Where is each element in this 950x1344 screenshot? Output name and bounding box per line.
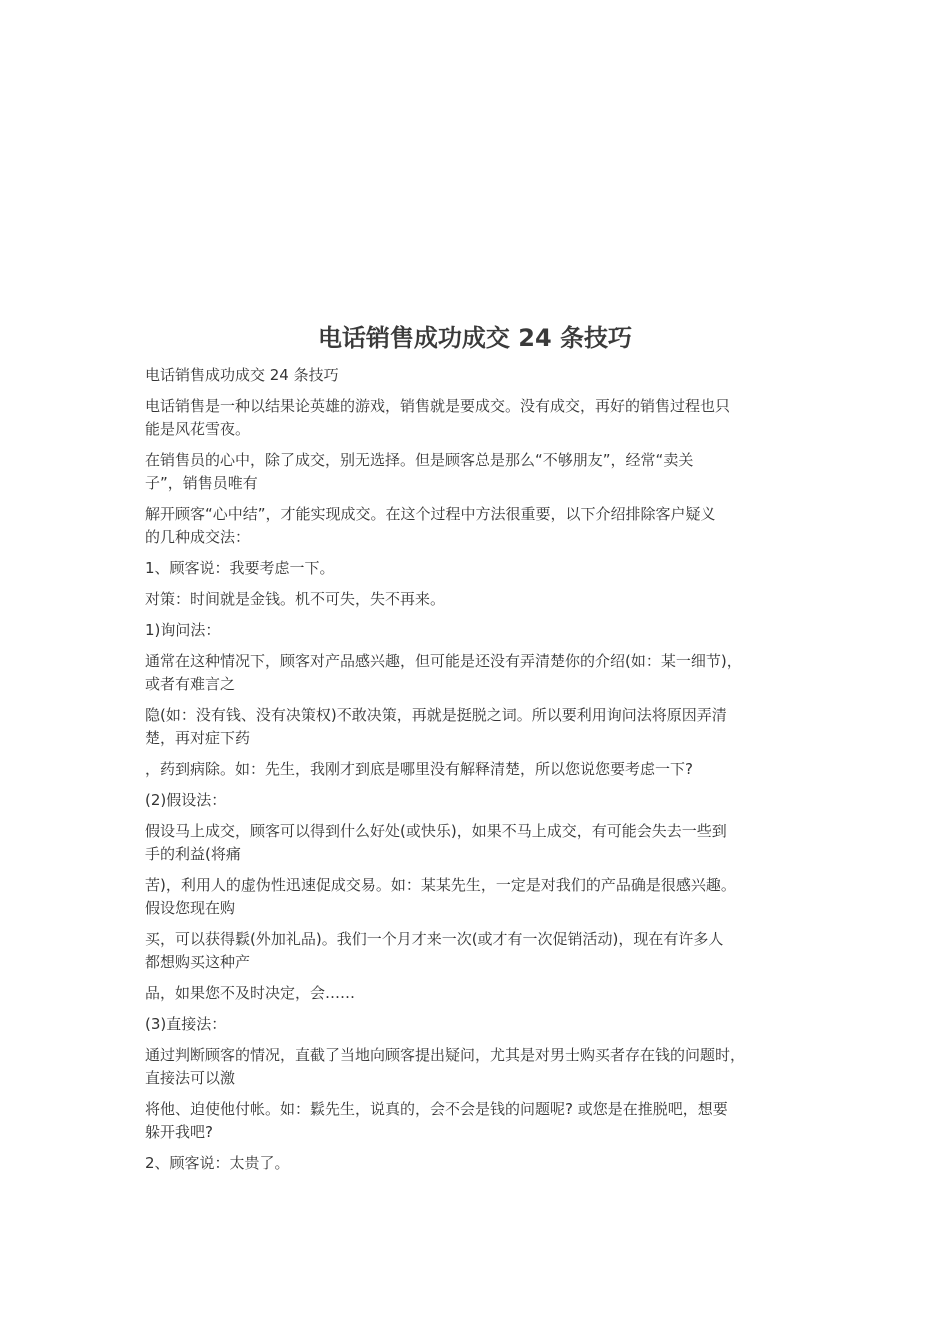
paragraph: 买，可以获得鬏(外加礼品)。我们一个月才来一次(或才有一次促销活动)，现在有许多人 都想购买这种产 [145,930,724,971]
document-body [145,364,810,1183]
paragraph: (3)直接法： [145,1015,227,1033]
paragraph: 通常在这种情况下，顾客对产品感兴趣，但可能是还没有弄清楚你的介绍(如：某一细节)， 或者有难言之 [145,652,742,693]
paragraph: 2、顾客说：太贵了。 [145,1154,290,1172]
document-title: 电话销售成功成交 24 条技巧 [317,324,633,352]
paragraph: 1)询问法： [145,621,221,639]
paragraph: 1、顾客说：我要考虑一下。 [145,559,335,577]
paragraph: (2)假设法： [145,791,227,809]
paragraph: 苦)，利用人的虚伪性迅速促成交易。如：某某先生，一定是对我们的产品确是很感兴趣。 假设您现在购 [145,876,736,917]
paragraph: 假设马上成交，顾客可以得到什么好处(或快乐)，如果不马上成交，有可能会失去一些到 手的利益(将痛 [145,822,727,863]
paragraph: 通过判断顾客的情况，直截了当地向顾客提出疑问，尤其是对男士购买者存在钱的问题时， 直接法可以激 [145,1046,746,1087]
paragraph: 对策：时间就是金钱。机不可失，失不再来。 [145,590,446,608]
paragraph: 品，如果您不及时决定，会…… [145,984,356,1002]
paragraph: 将他、迫使他付帐。如：鬏先生，说真的，会不会是钱的问题呢? 或您是在推脱吧，想要 躲开我吧? [145,1100,728,1141]
paragraph: 在销售员的心中，除了成交，别无选择。但是顾客总是那么“不够朋友”，经常“卖关 子”，销售员唯有 [145,451,694,492]
paragraph: 隐(如：没有钱、没有决策权)不敢决策，再就是挺脱之词。所以要利用询问法将原因弄清 楚，再对症下药 [145,706,727,747]
paragraph: ，药到病除。如：先生，我刚才到底是哪里没有解释清楚，所以您说您要考虑一下? [145,760,693,778]
paragraph: 解开顾客“心中结”，才能实现成交。在这个过程中方法很重要，以下介绍排除客户疑义 的几种成交法： [145,505,716,546]
paragraph: 电话销售成功成交 24 条技巧 [145,366,339,384]
paragraph: 电话销售是一种以结果论英雄的游戏，销售就是要成交。没有成交，再好的销售过程也只 能是风花雪夜。 [145,397,731,438]
